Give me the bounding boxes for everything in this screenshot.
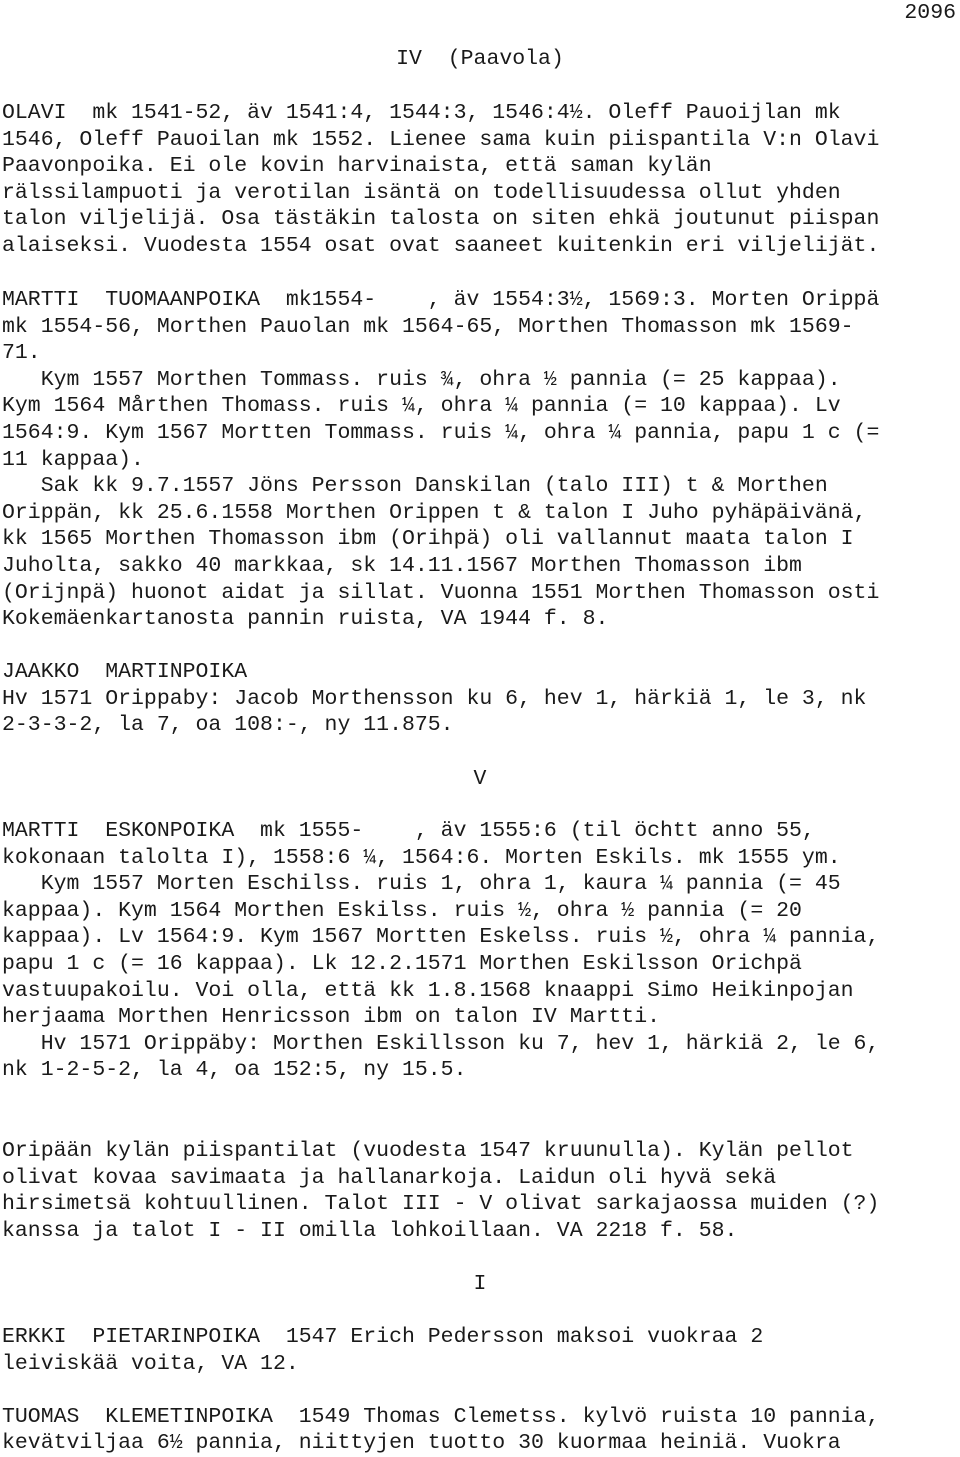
text-line: kappaa). Lv 1564:9. Kym 1567 Mortten Eskelss. ruis ½, ohra ¼ pannia, (2, 925, 880, 950)
text-line: Kym 1564 Mårthen Thomass. ruis ¼, ohra ¼ pannia (= 10 kappaa). Lv (2, 394, 841, 419)
text-line: nk 1-2-5-2, la 4, oa 152:5, ny 15.5. (2, 1058, 467, 1083)
text-line: hirsimetsä kohtuullinen. Talot III - V olivat sarkajaossa muiden (?) (2, 1192, 880, 1217)
text-line: 1564:9. Kym 1567 Mortten Tommass. ruis ¼, ohra ¼ pannia, papu 1 c (= (2, 421, 880, 445)
text-line: Hv 1571 Orippäby: Morthen Eskillsson ku 7, hev 1, härkiä 2, le 6, (2, 1031, 880, 1056)
text-line: kappaa). Kym 1564 Morthen Eskilss. ruis ½, ohra ½ pannia (= 20 (2, 898, 802, 923)
text-line: Oripään kylän piispantilat (vuodesta 1547 kruunulla). Kylän pellot (2, 1139, 854, 1163)
text-line: leiviskää voita, VA 12. (2, 1351, 299, 1376)
section-heading-iv: IV (Paavola) (396, 47, 564, 71)
text-line: Orippän, kk 25.6.1558 Morthen Orippen t & talon I Juho pyhäpäivänä, (2, 500, 867, 525)
text-line: 1546, Oleff Pauoilan mk 1552. Lienee sama kuin piispantila V:n Olavi (2, 127, 880, 152)
text-line: MARTTI ESKONPOIKA mk 1555- , äv 1555:6 (til öchtt anno 55, (2, 819, 815, 843)
text-line: Paavonpoika. Ei ole kovin harvinaista, että saman kylän (2, 154, 712, 179)
text-line: ERKKI PIETARINPOIKA 1547 Erich Pedersson maksoi vuokraa 2 (2, 1325, 764, 1349)
text-line: 71. (2, 341, 41, 366)
text-line: TUOMAS KLEMETINPOIKA 1549 Thomas Clemetss. kylvö ruista 10 pannia, (2, 1405, 880, 1429)
text-line: kanssa ja talot I - II omilla lohkoillaan. VA 2218 f. 58. (2, 1218, 738, 1243)
section-heading-v: V (473, 767, 487, 791)
text-line: OLAVI mk 1541-52, äv 1541:4, 1544:3, 1546:4½. Oleff Pauoijlan mk (2, 101, 841, 125)
text-line: mk 1554-56, Morthen Pauolan mk 1564-65, Morthen Thomasson mk 1569- (2, 314, 854, 339)
text-line: kk 1565 Morthen Thomasson ibm (Orihpä) oli vallannut maata talon I (2, 527, 854, 552)
text-line: herjaama Morthen Henricsson ibm on talon IV Martti. (2, 1005, 661, 1030)
text-line: MARTTI TUOMAANPOIKA mk1554- , äv 1554:3½, 1569:3. Morten Orippä (2, 288, 880, 312)
text-line: Kym 1557 Morthen Tommass. ruis ¾, ohra ½ pannia (= 25 kappaa). (2, 367, 841, 392)
text-line: rälssilampuoti ja verotilan isäntä on todellisuudessa ollut yhden (2, 180, 841, 205)
text-line: kevätviljaa 6½ pannia, niittyjen tuotto 30 kuormaa heiniä. Vuokra (2, 1431, 841, 1455)
text-line: olivat kovaa savimaata ja hallanarkoja. Laidun oli hyvä sekä (2, 1165, 777, 1190)
text-line: kokonaan talolta I), 1558:6 ¼, 1564:6. Morten Eskils. mk 1555 ym. (2, 845, 841, 870)
text-line: talon viljelijä. Osa tästäkin talosta on siten ehkä joutunut piispan (2, 207, 880, 232)
text-line: papu 1 c (= 16 kappaa). Lk 12.2.1571 Morthen Eskilsson Orichpä (2, 952, 802, 976)
text-line: Kym 1557 Morten Eschilss. ruis 1, ohra 1, kaura ¼ pannia (= 45 (2, 872, 841, 897)
text-line: 2-3-3-2, la 7, oa 108:-, ny 11.875. (2, 713, 454, 738)
section-heading-i: I (473, 1272, 487, 1296)
text-line: Sak kk 9.7.1557 Jöns Persson Danskilan (talo III) t & Morthen (2, 474, 828, 499)
text-line: (Orijnpä) huonot aidat ja sillat. Vuonna 1551 Morthen Thomasson osti (2, 580, 880, 605)
text-line: JAAKKO MARTINPOIKA (2, 660, 248, 684)
text-line: alaiseksi. Vuodesta 1554 osat ovat saaneet kuitenkin eri viljelijät. (2, 234, 880, 258)
text-line: Kokemäenkartanosta pannin ruista, VA 1944 f. 8. (2, 607, 609, 632)
page-number: 2096 (904, 1, 956, 25)
text-line: Hv 1571 Orippaby: Jacob Morthensson ku 6, hev 1, härkiä 1, le 3, nk (2, 686, 867, 711)
text-line: 11 kappaa). (2, 447, 144, 472)
text-line: Juholta, sakko 40 markkaa, sk 14.11.1567 Morthen Thomasson ibm (2, 554, 802, 578)
text-line: vastuupakoilu. Voi olla, että kk 1.8.1568 knaappi Simo Heikinpojan (2, 978, 854, 1003)
